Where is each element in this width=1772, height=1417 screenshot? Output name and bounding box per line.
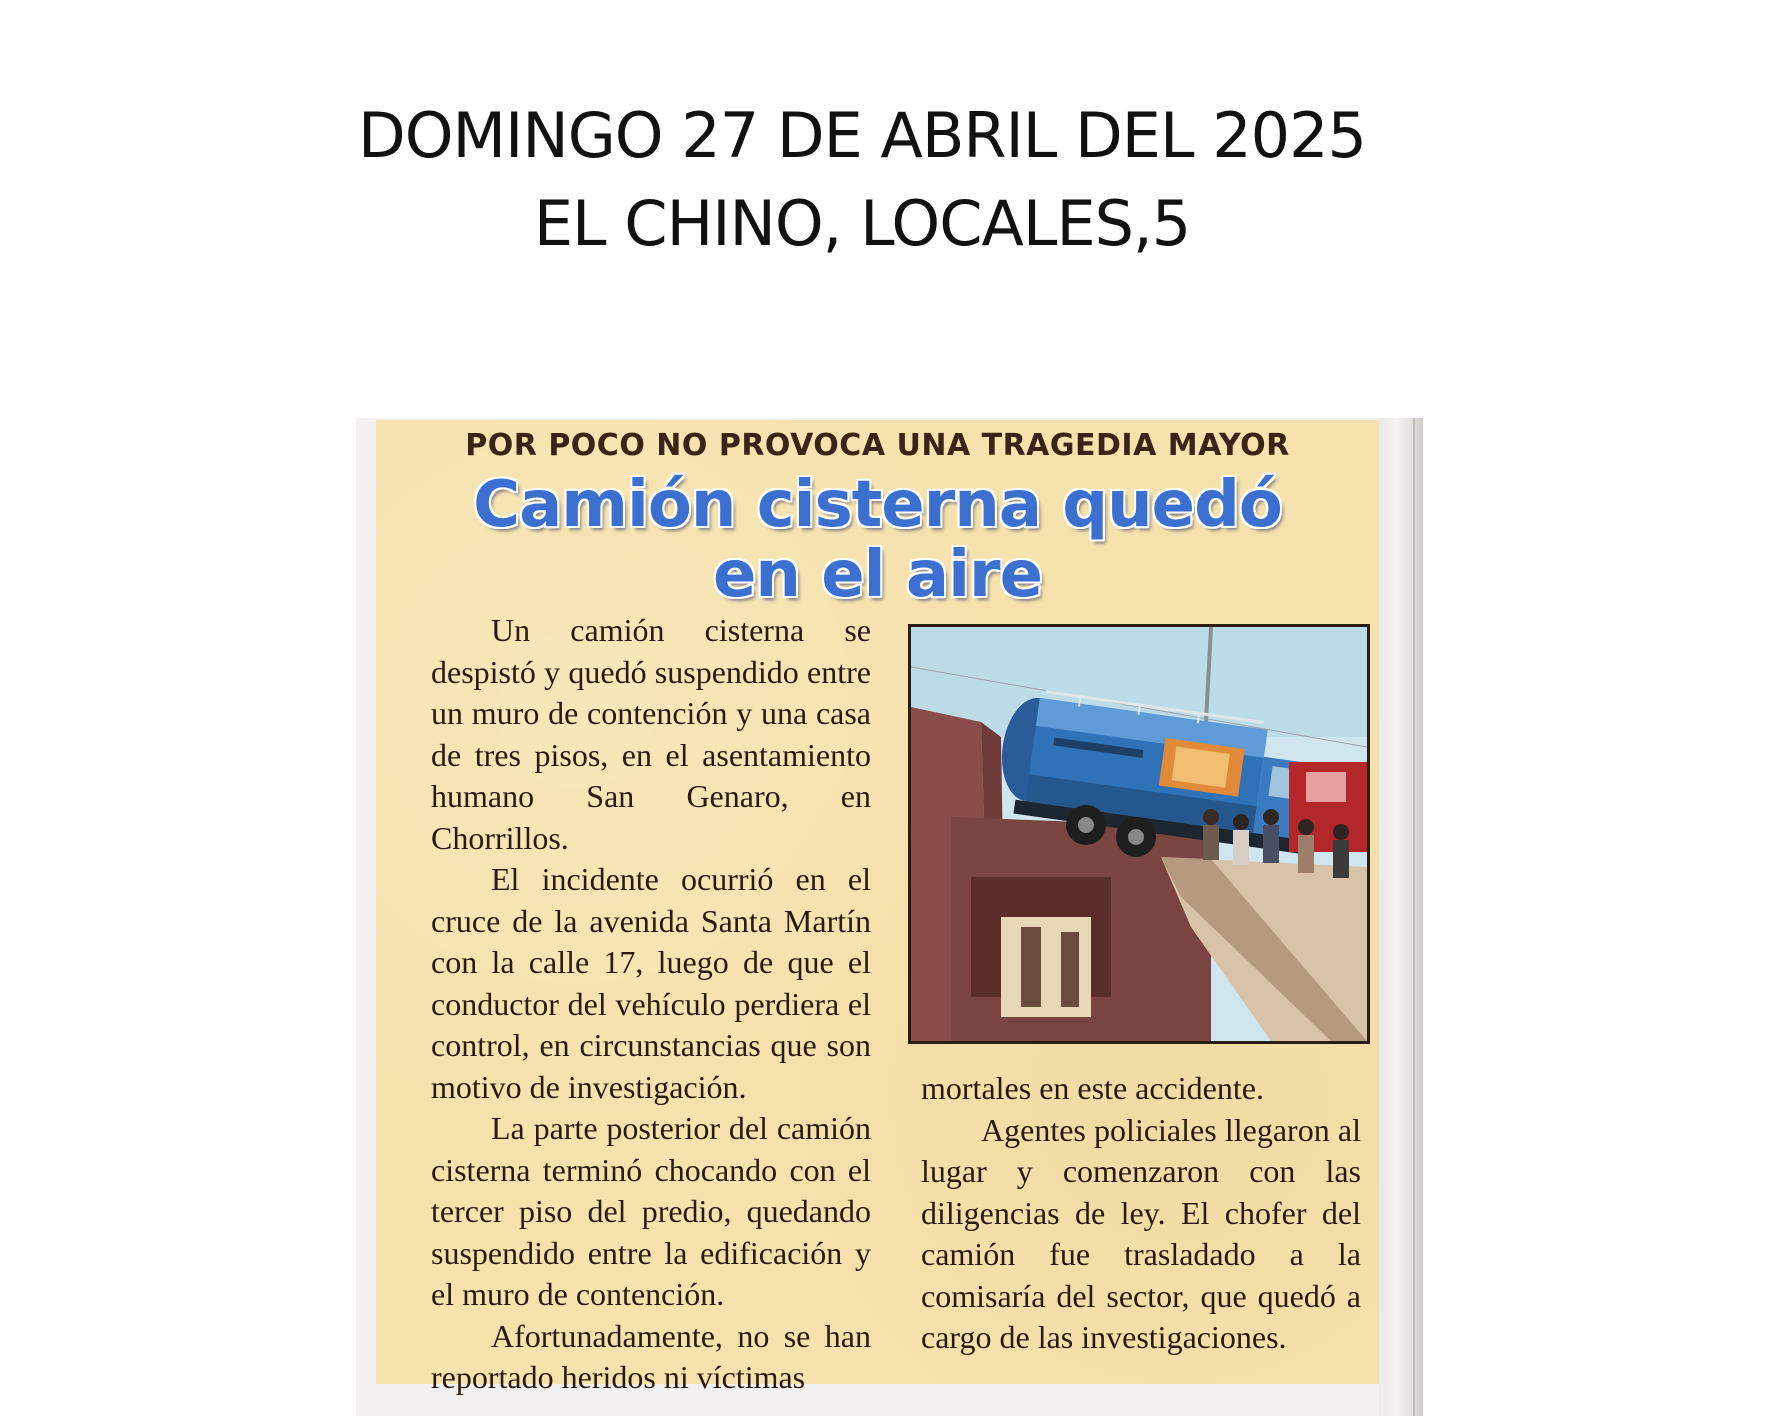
article-kicker: POR POCO NO PROVOCA UNA TRAGEDIA MAYOR bbox=[465, 428, 1290, 463]
headline-line-2: en el aire bbox=[713, 538, 1042, 612]
date-line: DOMINGO 27 DE ABRIL DEL 2025 bbox=[358, 99, 1366, 172]
paragraph-1: Un camión cisterna se despistó y quedó suspendido entre un muro de contención y una casa de tres pisos, en el asentamiento humano San Genaro, en Chorrillos. bbox=[431, 612, 871, 856]
article-headline bbox=[376, 470, 1379, 610]
article-paper bbox=[376, 420, 1379, 1395]
headline-line-1: Camión cisterna quedó bbox=[473, 468, 1282, 542]
paragraph-6: Agentes policiales llegaron al lugar y comenzaron con las diligencias de ley. El chofer del camión fue trasladado a la comisaría del sector, que quedó a cargo de las investigaciones. bbox=[921, 1111, 1361, 1355]
paragraph-5: mortales en este accidente. bbox=[921, 1070, 1264, 1106]
paragraph-3: La parte posterior del camión cisterna terminó chocando con el tercer piso del predio, quedando suspendido entre la edificación y el muro de contención. bbox=[431, 1110, 871, 1312]
paragraph-4: Afortunadamente, no se han reportado heridos ni víctimas bbox=[431, 1317, 871, 1395]
article-column-left bbox=[431, 610, 871, 1399]
document-header bbox=[0, 92, 1724, 268]
clipping-edge bbox=[1379, 418, 1423, 1416]
newspaper-clipping bbox=[356, 418, 1423, 1416]
source-line: EL CHINO, LOCALES,5 bbox=[533, 187, 1191, 260]
paragraph-2: El incidente ocurrió en el cruce de la avenida Santa Martín con la calle 17, luego de que el conductor del vehículo perdiera el control, en circunstancias que son motivo de investigación. bbox=[431, 861, 871, 1105]
article-column-right bbox=[921, 1068, 1361, 1359]
tanker-truck-photo bbox=[908, 624, 1370, 1044]
